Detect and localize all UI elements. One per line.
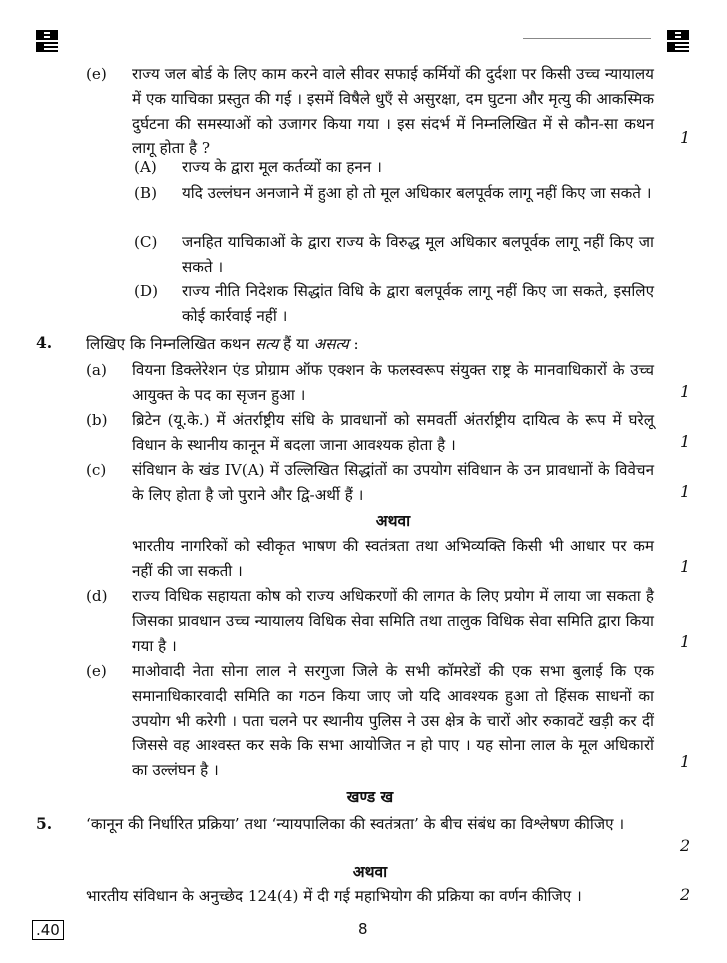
- q4-item-marks: 1: [680, 752, 691, 771]
- q4-item-marks: 1: [680, 482, 691, 501]
- q4-item-label: (d): [86, 587, 108, 605]
- q4-item-marks: 1: [680, 432, 691, 451]
- q4-item-marks: 1: [680, 382, 691, 401]
- q4-intro: लिखिए कि निम्नलिखित कथन सत्य हैं या असत्य :: [86, 335, 359, 353]
- q4-item-label: (a): [86, 361, 107, 379]
- option-label: (D): [134, 282, 159, 300]
- q4-item-text: वियना डिक्लेरेशन एंड प्रोग्राम ऑफ एक्शन के फलस्वरूप संयुक्त राष्ट्र के मानवाधिकारों के उच्च आयुक्त के पद का सृजन हुआ ।: [132, 361, 654, 404]
- page-number: 8: [358, 920, 368, 938]
- option-label: (C): [134, 233, 158, 251]
- q5-marks: 2: [680, 836, 691, 855]
- q3e-label: (e): [86, 65, 107, 83]
- q4-number: 4.: [36, 333, 53, 352]
- header-rule: [523, 38, 651, 39]
- q3e-marks: 1: [680, 128, 691, 147]
- option-label: (B): [134, 184, 158, 202]
- q5-text: ‘कानून की निर्धारित प्रक्रिया’ तथा ‘न्यायपालिका की स्वतंत्रता’ के बीच संबंध का विश्लेषण कीजिए ।: [86, 815, 625, 833]
- qr-code-left-icon: [36, 30, 58, 52]
- option-text: राज्य नीति निदेशक सिद्धांत विधि के द्वारा बलपूर्वक लागू नहीं किए जा सकते, इसलिए कोई कार्रवाई नहीं ।: [182, 282, 654, 325]
- qr-code-right-icon: [667, 30, 689, 52]
- or-heading: अथवा: [375, 511, 411, 530]
- q4-item-text: राज्य विधिक सहायता कोष को राज्य अधिकरणों की लागत के लिए प्रयोग में लाया जा सकता है जिसका प्रावधान उच्च न्यायालय विधिक सेवा समिति तथा तालुक विधिक सेवा समिति द्वारा किया गया है ।: [132, 587, 654, 655]
- q3e-text: राज्य जल बोर्ड के लिए काम करने वाले सीवर सफाई कर्मियों की दुर्दशा पर किसी उच्च न्यायालय में एक याचिका प्रस्तुत की गई । इसमें विषैले धुएँ से असुरक्षा, दम घुटना और मृत्यु की आकस्मिक दुर्घटना की समस्याओं को उजागर किया गया । इस संदर्भ में निम्नलिखित में से कौन-सा कथन लागू होता है ?: [132, 65, 654, 158]
- q4-item-label: (e): [86, 662, 107, 680]
- option-text: यदि उल्लंघन अनजाने में हुआ हो तो मूल अधिकार बलपूर्वक लागू नहीं किए जा सकते ।: [182, 184, 652, 202]
- q4-item-label: (c): [86, 461, 107, 479]
- q4-item-text: संविधान के खंड IV(A) में उल्लिखित सिद्धांतों का उपयोग संविधान के उन प्रावधानों के विवेचन के लिए होता है जो पुराने और द्वि-अर्थी हैं ।: [132, 461, 654, 504]
- q4-item-text: माओवादी नेता सोना लाल ने सरगुजा जिले के सभी कॉमरेडों की एक सभा बुलाई कि एक समानाधिकारवादी समिति का गठन किया जाए जो यदि आवश्यक हुआ तो हिंसक साधनों का उपयोग भी करेगी । पता चलने पर स्थानीय पुलिस ने उस क्षेत्र के चारों ओर रुकावटें खड़ी कर दीं जिससे वह आश्वस्त कर सके कि सभा आयोजित न हो पाए । यह सोना लाल के मूल अधिकारों का उल्लंघन है ।: [132, 662, 654, 780]
- section-title: खण्ड ख: [346, 787, 394, 806]
- q4-item-marks: 1: [680, 632, 691, 651]
- or-heading: अथवा: [352, 862, 388, 881]
- q4-or-marks: 1: [680, 557, 691, 576]
- option-text: जनहित याचिकाओं के द्वारा राज्य के विरुद्ध मूल अधिकार बलपूर्वक लागू नहीं किए जा सकते ।: [182, 233, 654, 276]
- q5-or-marks: 2: [680, 885, 691, 904]
- option-label: (A): [134, 158, 157, 176]
- q5-or-text: भारतीय संविधान के अनुच्छेद 124(4) में दी गई महाभियोग की प्रक्रिया का वर्णन कीजिए ।: [86, 887, 582, 905]
- q4-or-text: भारतीय नागरिकों को स्वीकृत भाषण की स्वतंत्रता तथा अभिव्यक्ति किसी भी आधार पर कम नहीं की जा सकती ।: [132, 537, 654, 580]
- q4-item-label: (b): [86, 411, 108, 429]
- q4-item-text: ब्रिटेन (यू.के.) में अंतर्राष्ट्रीय संधि के प्रावधानों को समवर्ती अंतर्राष्ट्रीय दायित्व के रूप में घरेलू विधान के स्थानीय कानून में बदला जाना आवश्यक होता है ।: [132, 411, 654, 454]
- paper-code: .40: [32, 920, 64, 940]
- q5-number: 5.: [36, 814, 53, 833]
- option-text: राज्य के द्वारा मूल कर्तव्यों का हनन ।: [182, 158, 382, 176]
